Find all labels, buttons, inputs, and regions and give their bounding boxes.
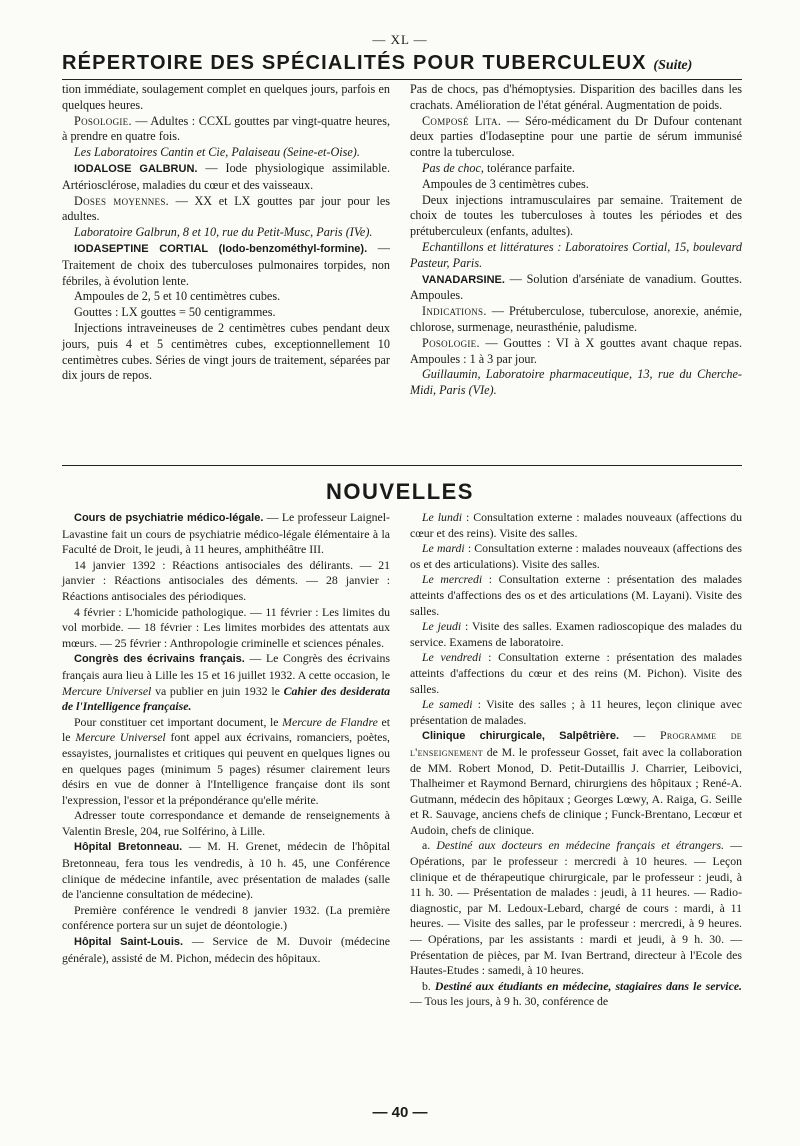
paragraph: Pour constituer cet important document, le Mercure de Flandre et le Mercure Universel font appel aux écrivains, romanciers, poètes, essayistes, journalistes et critiques qui peuvent en quelques lignes ou en quelques pages (minimum 5 pages) résumer clairement leurs désirs en vue de donner à l'Intelligence française dont ils sont l'expression, l'essor et la prépondérance qu'elle mérite. xyxy=(62,714,391,807)
section-heading xyxy=(62,52,742,75)
section-divider xyxy=(62,465,742,466)
paragraph: Echantillons et littératures : Laboratoires Cortial, 15, boulevard Pasteur, Paris. xyxy=(410,239,742,270)
paragraph: Le mardi : Consultation externe : malades nouveaux (affections des os et des articulations). Visite des salles. xyxy=(410,541,742,571)
paragraph: Hôpital Saint-Louis. — Service de M. Duvoir (médecine générale), assisté de M. Pichon, médecin des hôpitaux. xyxy=(62,934,391,965)
paragraph: Injections intraveineuses de 2 centimètres cubes pendant deux jours, puis 4 et 5 centimètres cubes, exceptionnellement 10 centimètres cubes. Séries de vingt jours de traitement, séparées par dix jours de repos. xyxy=(62,320,390,383)
paragraph: tion immédiate, soulagement complet en quelques jours, parfois en quelques heures. xyxy=(62,82,390,112)
paragraph: Deux injections intramusculaires par semaine. Traitement de choix de toutes les tuberculoses à toutes les périodes et des prétuberculeux (enfants, adultes). xyxy=(410,192,742,239)
paragraph: Congrès des écrivains français. — Le Congrès des écrivains français aura lieu à Lille les 15 et 16 juillet 1932. A cette occasion, le Mercure Universel va publier en juin 1932 le Cahier des desiderata de l'Intelligence française. xyxy=(62,651,391,714)
paragraph: VANADARSINE. — Solution d'arséniate de vanadium. Gouttes. Ampoules. xyxy=(410,271,742,303)
paragraph: Composé Lita. — Séro-médicament du Dr Dufour contenant deux parties d'Iodaseptine pour une partie de sérum immunisé contre la tuberculose. xyxy=(410,113,742,160)
paragraph: Cours de psychiatrie médico-légale. — Le professeur Laignel-Lavastine fait un cours de psychiatrie médico-légale élémentaire à la Faculté de Droit, le jeudi, à 11 heures, amphithéâtre III. xyxy=(62,510,390,557)
heading-rule xyxy=(62,79,742,80)
paragraph: IODALOSE GALBRUN. — Iode physiologique assimilable. Artériosclérose, maladies du cœur et des vaisseaux. xyxy=(62,160,390,192)
product-name: IODASEPTINE CORTIAL (Iodo-benzométhyl-formine). xyxy=(74,242,368,255)
repertoire-left-column xyxy=(62,82,390,384)
paragraph: IODASEPTINE CORTIAL (Iodo-benzométhyl-formine). — Traitement de choix des tuberculoses pulmonaires torpides, non fébriles, à évolution lente. xyxy=(62,240,390,288)
paragraph: Le jeudi : Visite des salles. Examen radioscopique des malades du service. Examens de laboratoire. xyxy=(410,619,742,649)
paragraph: Le lundi : Consultation externe : malades nouveaux (affections du cœur et des reins). Visite des salles. xyxy=(410,510,742,540)
paragraph: Pas de choc, tolérance parfaite. xyxy=(422,160,575,175)
repertoire-right-column xyxy=(410,82,742,399)
news-title: Hôpital Saint-Louis. xyxy=(74,936,184,949)
nouvelles-left-column xyxy=(62,510,390,966)
paragraph: Posologie. — Gouttes : VI à X gouttes avant chaque repas. Ampoules : 1 à 3 par jour. xyxy=(410,335,742,366)
paragraph: Clinique chirurgicale, Salpêtrière. — Programme de l'enseignement de M. le professeur Gosset, fait avec la collaboration de MM. Robert Monod, D. Petit-Dutaillis J. Charrier, Leibovici, Thalheimer et Raymond Bernard, chirurgiens des hôpitaux ; René-A. Gutmann, médecin des hôpitaux ; Georges Lœwy, A. Raiga, G. Seille et R. Sauvage, anciens chefs de clinique ; Funck-Brentano, Lecœur et Audoin, chefs de clinique. xyxy=(410,728,742,837)
paragraph: Le vendredi : Consultation externe : présentation des malades atteints d'affections du cœur et des reins (M. Pichon). Visite des salles. xyxy=(410,650,742,696)
paragraph: Doses moyennes. — XX et LX gouttes par jour pour les adultes. xyxy=(62,193,390,224)
paragraph: Posologie. — Adultes : CCXL gouttes par vingt-quatre heures, à prendre en quatre fois. xyxy=(62,113,390,144)
product-name: IODALOSE GALBRUN. xyxy=(74,162,198,175)
paragraph: 4 février : L'homicide pathologique. — 11 février : Les limites du vol morbide. — 18 février : Les limites morbides des attentats aux mœurs. — 25 février : Anthropologie criminelle et sciences pénales. xyxy=(62,604,390,650)
paragraph: Guillaumin, Laboratoire pharmaceutique, 13, rue du Cherche-Midi, Paris (VIe). xyxy=(410,367,742,398)
paragraph: Le mercredi : Consultation externe : présentation des malades atteints d'affections des os et des articulations (M. Layani). Visite des salles. xyxy=(410,572,742,618)
paragraph: Pas de chocs, pas d'hémoptysies. Disparition des bacilles dans les crachats. Amélioration de l'état général. Augmentation de poids. xyxy=(410,82,742,112)
paragraph: b. Destiné aux étudiants en médecine, stagiaires dans le service. — Tous les jours, à 9 h. 30, conférence de xyxy=(410,978,743,1009)
heading-title: RÉPERTOIRE DES SPÉCIALITÉS POUR TUBERCULEUX xyxy=(62,52,647,74)
roman-page-header: — XL — xyxy=(372,32,428,47)
product-name: VANADARSINE. xyxy=(422,273,505,286)
paragraph: Les Laboratoires Cantin et Cie, Palaiseau (Seine-et-Oise). xyxy=(74,145,360,160)
heading-suite: (Suite) xyxy=(653,58,693,73)
paragraph: Laboratoire Galbrun, 8 et 10, rue du Petit-Musc, Paris (IVe). xyxy=(74,225,373,240)
paragraph: Hôpital Bretonneau. — M. H. Grenet, médecin de l'hôpital Bretonneau, fera tous les vendredis, à 10 h. 45, une Conférence clinique de médecine infantile, avec présentation de malades (salle de l'ancienne consultation de médecine). xyxy=(62,839,390,902)
paragraph: Le samedi : Visite des salles ; à 11 heures, leçon clinique avec présentation de malades. xyxy=(410,697,742,727)
news-title: Congrès des écrivains français. xyxy=(74,653,245,666)
paragraph: Indications. — Prétuberculose, tuberculose, anorexie, anémie, chlorose, surmenage, neurasthénie, paludisme. xyxy=(410,304,742,334)
paragraph: Ampoules de 3 centimètres cubes. xyxy=(422,176,589,191)
paragraph: a. Destiné aux docteurs en médecine français et étrangers. — Opérations, par le professeur : mercredi à 10 heures. — Leçon clinique et de thérapeutique chirurgicale, par le professeur : jeudi, à 11 h. 30. — Présentation de malades : jeudi, à 11 heures. — Radio-diagnostic, par M. Ledoux-Lebard, chargé de cours : mardi, à 11 heures. — Visite des salles, par le professeur : mercredi, à 9 heures. — Opérations, par les assistants : mardi et jeudi, à 9 h. 30. — Présentation de pièces, par M. Ivan Bertrand, directeur à l'Ecole des Hautes-Etudes : samedi, à 10 heures. xyxy=(410,838,742,978)
paragraph: Adresser toute correspondance et demande de renseignements à Valentin Bresle, 204, rue Solférino, à Lille. xyxy=(62,808,390,838)
paragraph: Première conférence le vendredi 8 janvier 1932. (La première conférence portera sur un sujet de déontologie.) xyxy=(62,902,390,933)
nouvelles-right-column xyxy=(410,510,742,1010)
news-title: Clinique chirurgicale, Salpêtrière. xyxy=(422,730,620,743)
nouvelles-heading: NOUVELLES xyxy=(326,479,474,504)
paragraph: 14 janvier 1392 : Réactions antisociales des délirants. — 21 janvier : Réactions antisociales des déments. — 28 janvier : Réactions antisociales des périodiques. xyxy=(62,557,390,603)
paragraph: Ampoules de 2, 5 et 10 centimètres cubes. xyxy=(74,289,281,304)
news-title: Hôpital Bretonneau. xyxy=(74,841,183,854)
page-number: — 40 — xyxy=(372,1104,428,1121)
paragraph: Gouttes : LX gouttes = 50 centigrammes. xyxy=(74,305,276,320)
news-title: Cours de psychiatrie médico-légale. xyxy=(74,512,264,524)
